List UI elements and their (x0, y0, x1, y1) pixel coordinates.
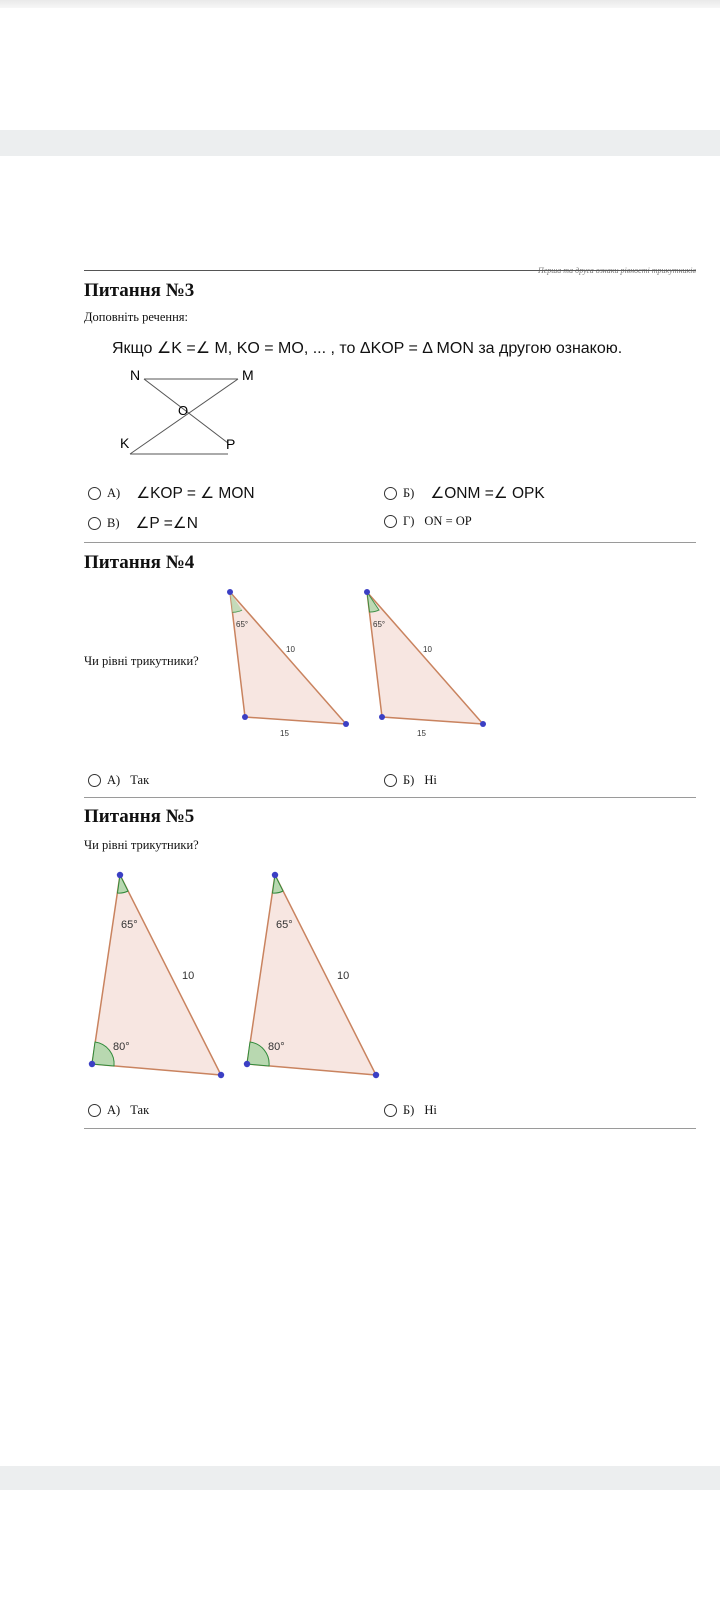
option-text: Так (130, 1103, 150, 1117)
label-m: M (242, 367, 254, 383)
question-5-title: Питання №5 (84, 806, 195, 827)
triangle-shape (230, 592, 346, 724)
vertex-point (364, 589, 370, 595)
vertex-point (244, 1061, 250, 1067)
question-3-figure (110, 365, 260, 460)
option-letter: А) (107, 1103, 121, 1117)
divider-q5 (84, 1128, 696, 1129)
side-label-10: 10 (286, 645, 295, 654)
angle-label-top: 65° (276, 919, 293, 931)
vertex-point (480, 721, 486, 727)
triangle-shape (247, 875, 376, 1075)
radio-button[interactable] (384, 774, 397, 787)
side-label-10: 10 (423, 645, 432, 654)
question-4-text: Чи рівні трикутники? (84, 654, 199, 668)
top-edge (0, 0, 720, 8)
radio-button[interactable] (384, 515, 397, 528)
option-letter: А) (107, 773, 121, 787)
option-letter: А) (107, 486, 121, 500)
vertex-point (373, 1072, 379, 1078)
vertex-point (379, 714, 385, 720)
side-label-15: 15 (280, 729, 289, 738)
side-label-15: 15 (417, 729, 426, 738)
radio-button[interactable] (88, 1104, 101, 1117)
radio-button[interactable] (384, 487, 397, 500)
label-k: K (120, 435, 130, 451)
option-text: ∠KOP = ∠ MON (136, 485, 255, 502)
q5-option-b[interactable] (384, 1103, 437, 1118)
option-letter: В) (107, 516, 120, 530)
vertex-point (117, 872, 123, 878)
question-3-instruction: Доповніть речення: (84, 310, 188, 324)
option-text: ON = OP (424, 514, 472, 528)
radio-button[interactable] (384, 1104, 397, 1117)
q3-option-c[interactable] (88, 514, 198, 533)
question-5-triangle-1 (82, 870, 232, 1085)
radio-button[interactable] (88, 774, 101, 787)
label-p: P (226, 436, 236, 452)
page-gap-bottom (0, 1466, 720, 1490)
page-gap-top (0, 130, 720, 156)
option-text: ∠ONM =∠ OPK (430, 485, 545, 502)
q4-option-b[interactable] (384, 773, 437, 788)
vertex-point (227, 589, 233, 595)
radio-button[interactable] (88, 517, 101, 530)
question-4-triangle-1 (220, 582, 360, 742)
triangle-shape (367, 592, 483, 724)
angle-label-bottom: 80° (113, 1041, 130, 1053)
divider-q4 (84, 797, 696, 798)
question-4-triangle-2 (357, 582, 497, 742)
angle-label-bottom: 80° (268, 1041, 285, 1053)
vertex-point (272, 872, 278, 878)
option-text: Так (130, 773, 150, 787)
running-header: Перша та друга ознаки рівності трикутників (537, 266, 696, 275)
option-text: Ні (424, 1103, 437, 1117)
q3-option-a[interactable] (88, 484, 255, 503)
label-n: N (130, 367, 141, 383)
option-text: Ні (424, 773, 437, 787)
question-5-text: Чи рівні трикутники? (84, 838, 199, 852)
vertex-point (242, 714, 248, 720)
option-letter: Б) (403, 1103, 415, 1117)
triangle-shape (92, 875, 221, 1075)
q4-option-a[interactable] (88, 773, 149, 788)
q3-option-d[interactable] (384, 514, 472, 529)
angle-label: 65° (373, 620, 386, 629)
question-3-title: Питання №3 (84, 280, 195, 301)
angle-label: 65° (236, 620, 249, 629)
vertex-point (218, 1072, 224, 1078)
question-5-triangle-2 (237, 870, 387, 1085)
question-3-sentence: Якщо ∠K =∠ M, KO = MO, ... , то ΔKOP = Δ MON за другою ознакою. (112, 340, 623, 357)
q3-option-b[interactable] (384, 484, 545, 503)
option-text: ∠P =∠N (135, 515, 198, 532)
divider-q3 (84, 542, 696, 543)
option-letter: Г) (403, 514, 415, 528)
side-label: 10 (337, 970, 350, 982)
vertex-point (343, 721, 349, 727)
label-o: O (178, 403, 189, 418)
q5-option-a[interactable] (88, 1103, 149, 1118)
angle-mark (367, 592, 379, 612)
side-label: 10 (182, 970, 195, 982)
angle-label-top: 65° (121, 919, 138, 931)
question-4-title: Питання №4 (84, 552, 195, 573)
vertex-point (89, 1061, 95, 1067)
option-letter: Б) (403, 773, 415, 787)
header-rule (84, 270, 696, 271)
option-letter: Б) (403, 486, 415, 500)
radio-button[interactable] (88, 487, 101, 500)
